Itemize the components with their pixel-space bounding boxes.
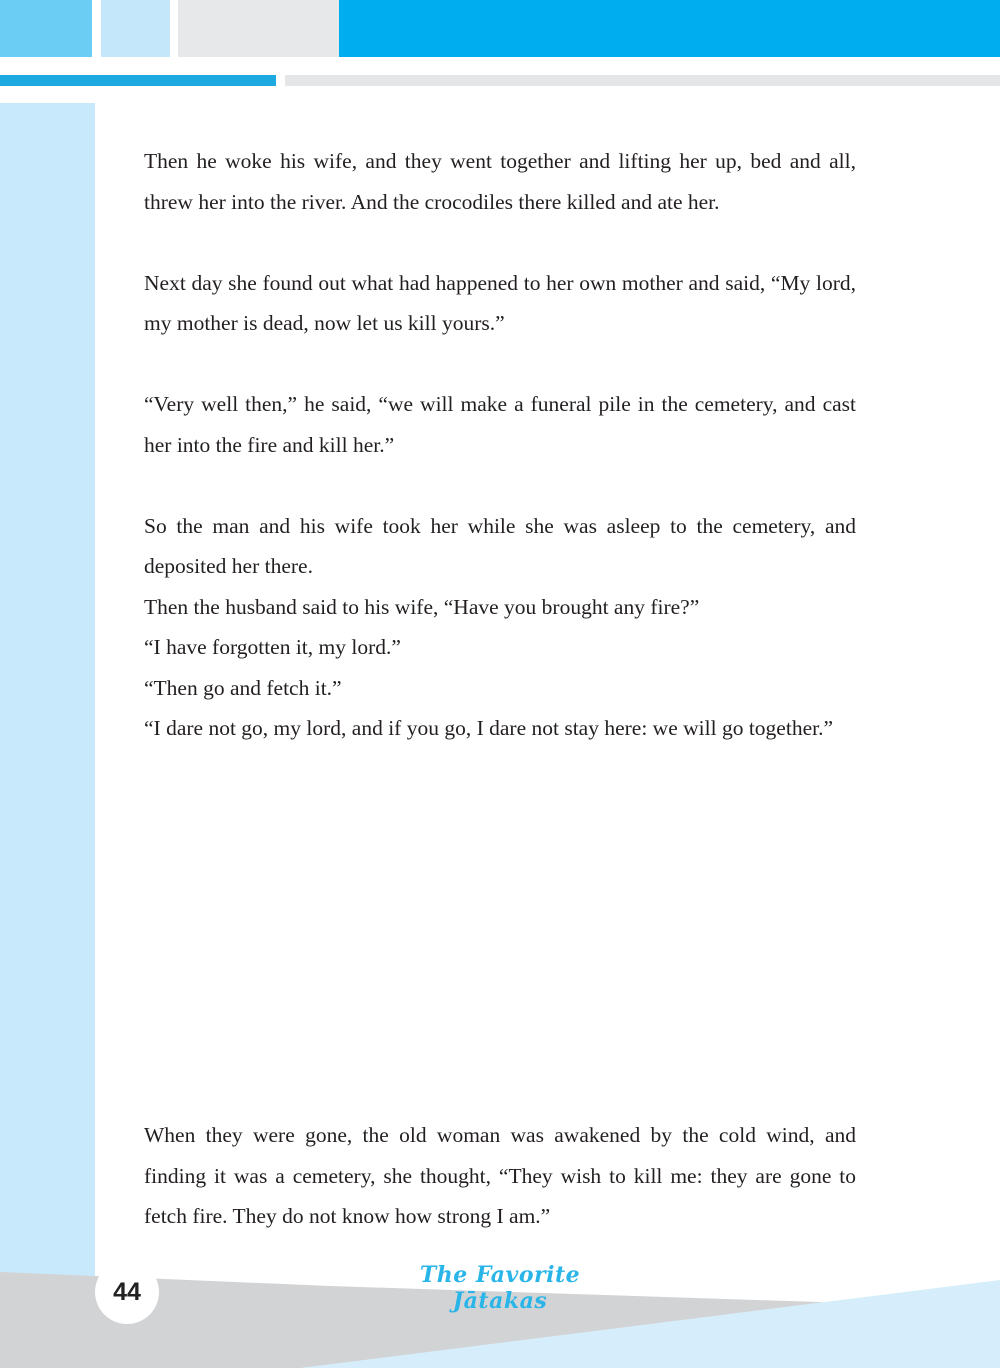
paragraph: Next day she found out what had happened to her own mother and said, “My lord, my mother is dead, now let us kill yours.”	[144, 270, 856, 335]
header-block-3	[178, 0, 339, 57]
header-rule-blue	[0, 75, 276, 86]
paragraph: “Very well then,” he said, “we will make a funeral pile in the cemetery, and cast her into the fire and kill her.”	[144, 392, 856, 457]
paragraph: Then he woke his wife, and they went together and lifting her up, bed and all, threw her into the river. And the crocodiles there killed and ate her.	[144, 149, 856, 214]
book-title: The Favorite Jātakas	[419, 1262, 581, 1314]
header-block-4	[339, 0, 1000, 57]
header-block-1	[0, 0, 92, 57]
paragraph: So the man and his wife took her while she was asleep to the cemetery, and deposited her there.	[144, 513, 856, 578]
left-side-band	[0, 103, 95, 1368]
header-block-2	[101, 0, 170, 57]
dialogue-line: “Then go and fetch it.”	[144, 675, 342, 700]
dialogue-line: “I have forgotten it, my lord.”	[144, 635, 401, 659]
dialogue-line: Then the husband said to his wife, “Have you brought any fire?”	[144, 594, 700, 619]
paragraph: When they were gone, the old woman was awakened by the cold wind, and finding it was a cemetery, she thought, “They wish to kill me: they are gone to fetch fire. They do not know how strong I am.”	[144, 1123, 856, 1228]
dialogue-line: “I dare not go, my lord, and if you go, I dare not stay here: we will go together.”	[144, 716, 833, 740]
page-body	[144, 141, 856, 749]
page-number: 44	[95, 1260, 159, 1324]
header-rule-grey	[285, 75, 1000, 86]
